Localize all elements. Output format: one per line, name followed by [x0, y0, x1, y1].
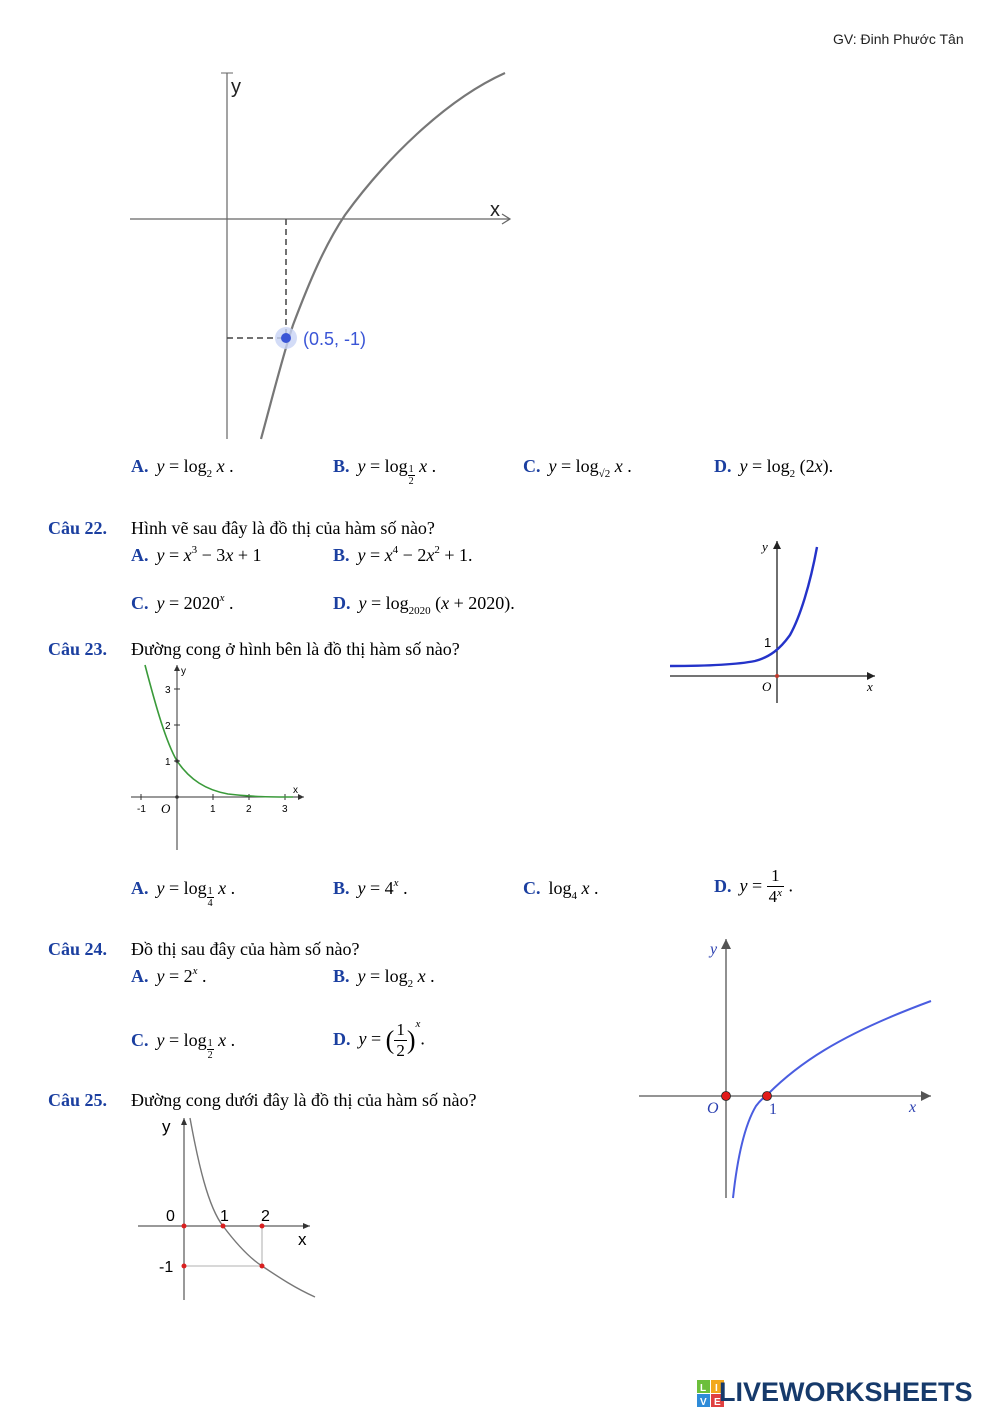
q21-option-b[interactable]: B. y = log $\frac{1}{2}$ x . — [333, 456, 437, 487]
origin-label: O — [161, 801, 171, 816]
x-axis-arrow — [298, 794, 304, 800]
y-tick-label-1: 1 — [165, 757, 171, 768]
q24-option-d[interactable]: D. y = ( $\frac{1}{2}$ )$^x$. — [333, 1017, 425, 1060]
q22-text: Hình vẽ sau đây là đồ thị của hàm số nào? — [131, 518, 435, 538]
q23-graph — [128, 662, 308, 854]
label-zero: 0 — [166, 1208, 175, 1225]
point-label: (0.5, -1) — [303, 329, 367, 349]
x-tick-label-neg1: -1 — [137, 804, 146, 815]
tick-label-one: 1 — [769, 1101, 777, 1118]
point-2-neg1 — [260, 1264, 265, 1269]
y-tick-label-3: 3 — [165, 685, 171, 696]
q25-number: Câu 25. — [48, 1090, 108, 1110]
y-tick-label-2: 2 — [165, 721, 171, 732]
log-curve — [190, 1118, 315, 1297]
q25-graph — [130, 1112, 330, 1302]
q24-option-c[interactable]: C. y = log $\frac{1}{2}$ x . — [131, 1030, 236, 1061]
q22-option-b[interactable]: B. $y = x^4 - 2x^2 + 1$. — [333, 544, 473, 565]
point-y-neg1 — [182, 1264, 187, 1269]
author-name: GV: Đinh Phước Tân — [833, 31, 964, 47]
logo-letter-e: E — [714, 1397, 721, 1408]
q23-option-b[interactable]: B. $y = 4^x$ . — [333, 877, 408, 898]
x-axis-label: x — [490, 199, 500, 221]
label-two: 2 — [261, 1208, 270, 1225]
q21-graph — [125, 65, 525, 443]
q24-option-a[interactable]: A. $y = 2^x$ . — [131, 965, 207, 986]
origin-point — [775, 674, 779, 678]
q23-number: Câu 23. — [48, 639, 108, 659]
y-axis-arrow — [181, 1118, 187, 1125]
q24-option-b[interactable]: B. $y = \log_2 x$ . — [333, 966, 435, 990]
q21-option-c[interactable]: C. $y = \log_{√2} x$ . — [523, 456, 632, 480]
x-tick-label-3: 3 — [282, 804, 288, 815]
log-curve — [261, 73, 505, 439]
q24-graph — [636, 936, 936, 1201]
q21-option-a[interactable]: A. $y = \log_2 x$ . — [131, 456, 234, 480]
q25-text: Đường cong dưới đây là đồ thị của hàm số nào? — [131, 1090, 477, 1110]
origin-point — [722, 1092, 731, 1101]
x-axis-label: x — [298, 1230, 307, 1249]
y-intercept-point — [175, 759, 179, 763]
x-intercept-point — [763, 1092, 772, 1101]
y-axis-label: y — [710, 941, 718, 958]
q22-graph — [665, 535, 885, 705]
logo-letter-l: L — [700, 1383, 707, 1394]
x-axis-arrow — [303, 1223, 310, 1229]
y-axis-label: y — [762, 539, 768, 554]
point-marker — [281, 333, 291, 343]
origin-point — [175, 795, 179, 799]
q23-option-c[interactable]: C. $\log_4 x$ . — [523, 878, 599, 902]
q22-option-c[interactable]: C. $y = 2020^x$ . — [131, 592, 234, 613]
q22-option-d[interactable]: D. $y = \log_{2020} (x + 2020)$. — [333, 593, 515, 617]
y-axis-label: y — [162, 1117, 171, 1136]
origin-label: O — [762, 679, 772, 694]
label-one: 1 — [220, 1208, 229, 1225]
logo-letter-v: V — [700, 1397, 707, 1408]
q22-number: Câu 22. — [48, 518, 108, 538]
exp-curve — [670, 547, 817, 666]
q24-text: Đồ thị sau đây của hàm số nào? — [131, 939, 360, 959]
origin-point — [182, 1224, 187, 1229]
y-axis-label: y — [231, 76, 241, 98]
y-axis-arrow — [773, 541, 781, 549]
x-axis-label: x — [909, 1099, 917, 1116]
x-axis-label: x — [867, 679, 873, 694]
q23-text: Đường cong ở hình bên là đồ thị hàm số nào? — [131, 639, 460, 659]
y-axis-arrow — [721, 939, 731, 949]
q24-number: Câu 24. — [48, 939, 108, 959]
tick-label-one: 1 — [764, 635, 772, 650]
brand-name: LIVEWORKSHEETS — [719, 1377, 973, 1407]
x-axis-label: x — [293, 785, 298, 796]
x-tick-label-1: 1 — [210, 804, 216, 815]
logo-letter-i: I — [715, 1383, 718, 1394]
q22-option-a[interactable]: A. $y = x^3 - 3x + 1$ — [131, 544, 262, 565]
x-tick-label-2: 2 — [246, 804, 252, 815]
origin-label: O — [707, 1100, 719, 1117]
y-axis-arrow — [174, 665, 180, 671]
x-axis-arrow — [921, 1091, 931, 1101]
q23-option-a[interactable]: A. y = log $\frac{1}{4}$ x . — [131, 878, 236, 909]
q21-option-d[interactable]: D. $y = \log_2 (2x)$. — [714, 456, 834, 480]
label-neg-one: -1 — [159, 1259, 174, 1276]
log-curve — [733, 1001, 931, 1198]
q23-option-d[interactable]: D. y = $\frac{1}{4^x}$ . — [714, 866, 794, 906]
y-axis-label: y — [181, 666, 186, 677]
